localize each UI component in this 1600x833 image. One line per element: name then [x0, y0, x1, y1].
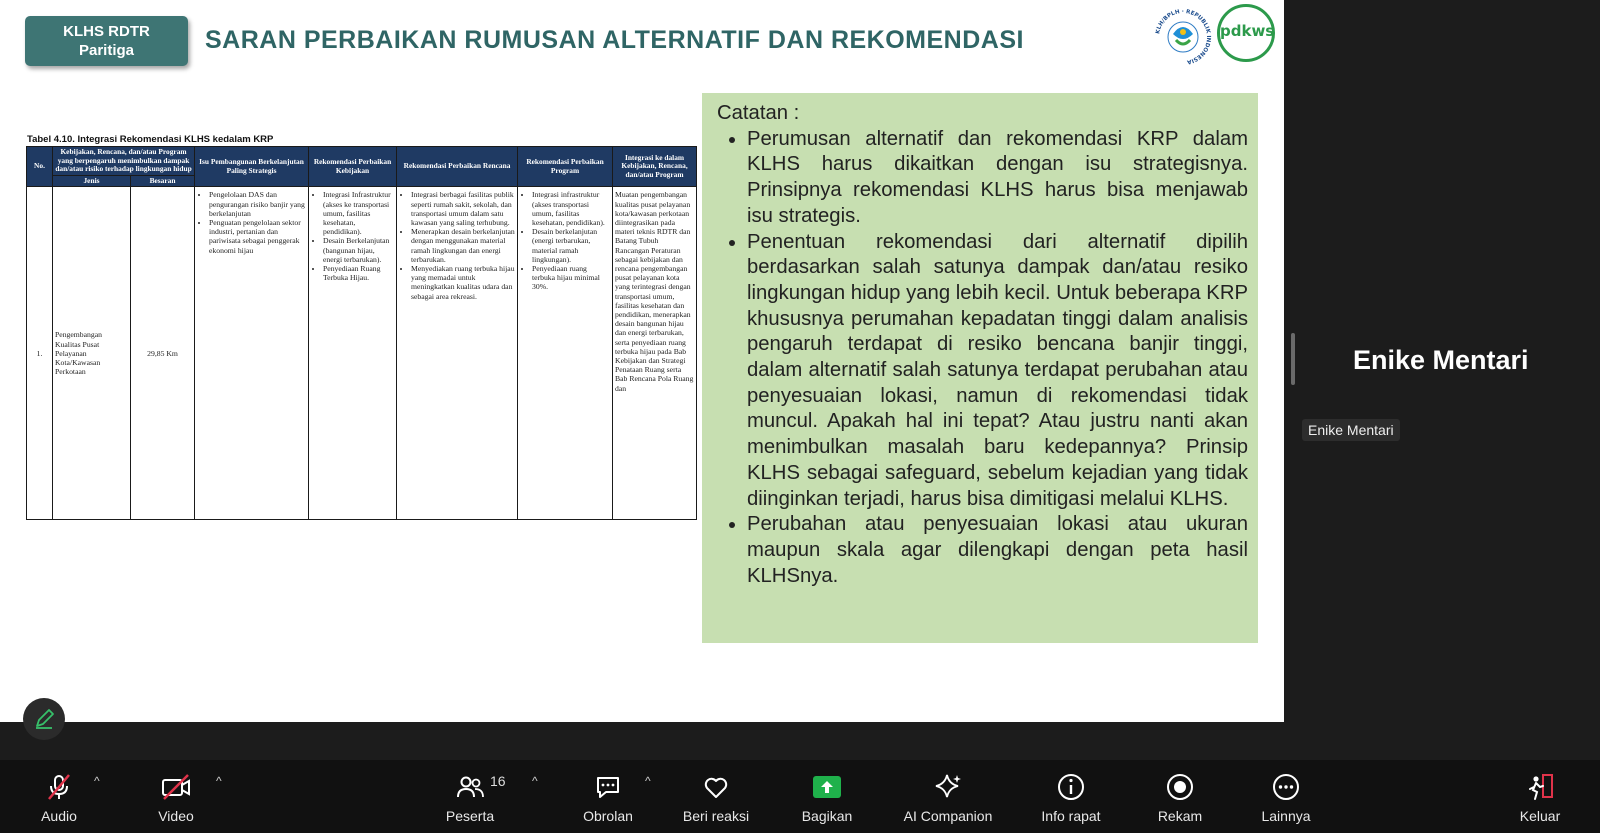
audio-label: Audio — [41, 808, 77, 824]
audio-options-caret-icon[interactable]: ^ — [94, 774, 100, 788]
slide-title: SARAN PERBAIKAN RUMUSAN ALTERNATIF DAN REKOMENDASI — [205, 26, 1024, 54]
chat-icon — [593, 772, 623, 802]
notes-box — [702, 93, 1258, 643]
header-jenis: Jenis — [53, 175, 131, 187]
list-item: • Integrasi infrastruktur (akses transportasi umum, fasilitas kesehatan, pendidikan). — [532, 190, 610, 227]
react-label: Beri reaksi — [682, 808, 750, 824]
chat-label: Obrolan — [583, 808, 633, 824]
list-item: • Integrasi berbagai fasilitas publik seperti rumah sakit, sekolah, dan transportasi umum dalam satu kawasan yang saling terhubung. — [411, 190, 515, 227]
participants-label: Peserta — [445, 808, 495, 824]
notes-title: Catatan : — [717, 102, 800, 124]
list-item: • Penguatan pengelolaan sektor industri, pertanian dan pariwisata sebagai penggerak ekonomi hijau — [209, 218, 306, 255]
leave-label: Keluar — [1519, 808, 1561, 824]
more-label: Lainnya — [1261, 808, 1311, 824]
cell-rek-kebijakan — [309, 187, 397, 520]
record-button[interactable] — [1150, 760, 1210, 833]
cell-no: 1. — [27, 187, 53, 520]
video-button[interactable] — [146, 760, 206, 833]
participants-options-caret-icon[interactable]: ^ — [532, 774, 538, 788]
mic-muted-icon — [44, 772, 74, 802]
header-krp: Kebijakan, Rencana, dan/atau Program yang berpengaruh menimbulkan dampak dan/atau risiko terhadap lingkungan hidup — [53, 147, 195, 176]
react-button[interactable] — [676, 760, 756, 833]
chat-options-caret-icon[interactable]: ^ — [645, 774, 651, 788]
record-icon — [1165, 772, 1195, 802]
meeting-info-label: Info rapat — [1041, 808, 1101, 824]
leave-button[interactable] — [1510, 760, 1570, 833]
cell-integrasi: Muatan pengembangan kualitas pusat pelayanan kota/kawasan perkotaan diintegrasikan pada materi teknis RDTR dan Batang Tubuh Rancangan Peraturan sebagai kebijakan dan rencana pengembangan pusat pelayanan kota yang terintegrasi dengan transportasi umum, fasilitas kesehatan dan pendidikan, menerapkan desain bangunan hijau dan energi terbarukan, serta penyediaan ruang terbuka hijau pada Bab Kebijakan dan Strategi Penataan Ruang serta Bab Rencana Pola Ruang dan — [613, 187, 697, 520]
logo2-text: pdkws — [1220, 22, 1275, 40]
header-rek-program: Rekomendasi Perbaikan Program — [518, 147, 613, 187]
share-button[interactable] — [794, 760, 860, 833]
audio-button[interactable] — [30, 760, 88, 833]
leave-icon — [1525, 772, 1555, 802]
table-caption: Tabel 4.10. Integrasi Rekomendasi KLHS kedalam KRP — [27, 134, 274, 145]
note-item: • Penentuan rekomendasi dari alternatif dipilih berdasarkan salah satunya dampak dan/atau resiko lingkungan hidup yang lebih kecil. Untuk beberapa KRP khususnya perumahan kepadatan tinggi dalam analisis pengaruh terdapat di resiko bencana banjir tinggi, dalam alternatif salah satunya terdapat perubahan atau penyesuaian lokasi, namun di rekomendasi tidak muncul. Apakah hal ini tepat? Atau justru nanti akan menimbulkan masalah baru kedepannya? Prinsip KLHS sebagai safeguard, sebelum kejadian yang tidak diinginkan terjadi, harus bisa dimitigasi melalui KLHS. — [747, 230, 1248, 513]
chat-button[interactable] — [576, 760, 640, 833]
more-button[interactable] — [1256, 760, 1316, 833]
share-label: Bagikan — [801, 808, 853, 824]
badge-line-1: KLHS RDTR — [63, 23, 150, 40]
note-item: • Perumusan alternatif dan rekomendasi KRP dalam KLHS harus dikaitkan dengan isu strategisnya. Prinsipnya rekomendasi KLHS harus bisa menjawab isu strategis. — [747, 127, 1248, 230]
note-item: • Perubahan atau penyesuaian lokasi atau ukuran maupun skala agar dilengkapi dengan peta hasil KLHSnya. — [747, 512, 1248, 589]
cell-rek-program — [518, 187, 613, 520]
list-item: • Pengelolaan DAS dan pengurangan risiko banjir yang berkelanjutan — [209, 190, 306, 218]
klh-logo-icon — [1152, 6, 1214, 68]
participant-name-large: Enike Mentari — [1353, 345, 1529, 375]
header-isu: Isu Pembangunan Berkelanjutan Paling Strategis — [195, 147, 309, 187]
ai-companion-button[interactable] — [896, 760, 1000, 833]
badge-line-2: Paritiga — [78, 42, 135, 59]
list-item: • Menerapkan desain berkelanjutan dengan menggunakan material ramah lingkungan dan energi terbarukan. — [411, 227, 515, 264]
list-item: • Menyediakan ruang terbuka hijau yang memadai untuk meningkatkan kualitas udara dan sebagai area rekreasi. — [411, 264, 515, 301]
logo-ring-text: KLH/BPLH · REPUBLIK INDONESIA — [1155, 8, 1212, 65]
more-icon — [1271, 772, 1301, 802]
list-item: • Desain Berkelanjutan (bangunan hijau, energi terbarukan). — [323, 236, 394, 264]
slide-badge — [25, 16, 188, 66]
list-item: • Penyediaan ruang terbuka hijau minimal 30%. — [532, 264, 610, 292]
ai-companion-label: AI Companion — [903, 808, 993, 824]
annotate-button[interactable] — [23, 698, 65, 740]
info-icon — [1056, 772, 1086, 802]
header-rek-rencana: Rekomendasi Perbaikan Rencana — [397, 147, 518, 187]
header-besaran: Besaran — [131, 175, 195, 187]
cell-isu — [195, 187, 309, 520]
cell-jenis: Pengembangan Kualitas Pusat Pelayanan Kota/Kawasan Perkotaan — [53, 187, 131, 520]
video-off-icon — [160, 772, 192, 802]
meeting-info-button[interactable] — [1032, 760, 1110, 833]
participants-count: 16 — [490, 773, 506, 789]
header-no: No. — [27, 147, 53, 187]
pdkws-logo-icon — [1217, 4, 1275, 62]
krp-integration-table — [26, 146, 697, 520]
participants-button[interactable] — [440, 760, 500, 833]
pencil-icon — [23, 698, 65, 740]
record-label: Rekam — [1157, 808, 1203, 824]
header-integrasi: Integrasi ke dalam Kebijakan, Rencana, dan/atau Program — [613, 147, 697, 187]
participant-name-tag: Enike Mentari — [1302, 419, 1400, 441]
participants-icon — [455, 772, 485, 802]
header-rek-kebijakan: Rekomendasi Perbaikan Kebijakan — [309, 147, 397, 187]
video-options-caret-icon[interactable]: ^ — [216, 774, 222, 788]
list-item: • Penyediaan Ruang Terbuka Hijau. — [323, 264, 394, 282]
panel-resize-handle[interactable] — [1291, 333, 1295, 385]
heart-icon — [701, 772, 731, 802]
cell-rek-rencana — [397, 187, 518, 520]
video-label: Video — [158, 808, 194, 824]
cell-besaran: 29,85 Km — [131, 187, 195, 520]
table-row — [27, 187, 697, 520]
sparkle-icon — [933, 772, 963, 802]
meeting-toolbar — [0, 760, 1600, 833]
list-item: • Desain berkelanjutan (energi terbarukan, material ramah lingkungan). — [532, 227, 610, 264]
list-item: • Integrasi Infrastruktur (akses ke transportasi umum, fasilitas kesehatan, pendidikan). — [323, 190, 394, 236]
share-screen-icon — [811, 772, 843, 802]
